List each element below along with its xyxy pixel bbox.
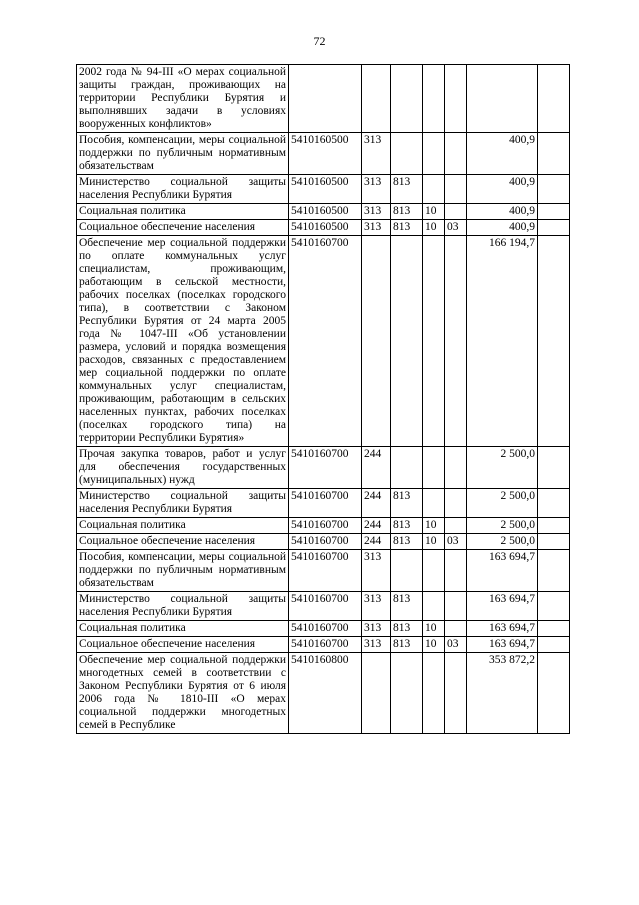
row-subsection-cell: [445, 653, 467, 734]
row-name-cell: Обеспечение мер социальной поддержки многодетных семей в соответствии с Законом Республики Бурятия от 6 июля 2006 года № 1810-III «О мерах социальной поддержки многодетных семей в Республике: [77, 653, 289, 734]
row-expense-type-cell: 313: [362, 133, 391, 175]
table-row: [77, 65, 570, 133]
row-expense-type-cell: [362, 653, 391, 734]
row-subsection-cell: [445, 65, 467, 133]
row-section-cell: [423, 175, 445, 204]
row-amount-cell: 2 500,0: [467, 534, 538, 550]
row-target-article-cell: 5410160700: [289, 534, 362, 550]
row-amount-cell: 163 694,7: [467, 550, 538, 592]
row-section-cell: [423, 489, 445, 518]
row-administrator-cell: [391, 133, 423, 175]
row-section-cell: [423, 133, 445, 175]
row-amount-cell: [467, 65, 538, 133]
row-administrator-cell: [391, 653, 423, 734]
row-subsection-cell: [445, 236, 467, 447]
budget-table: [76, 64, 570, 734]
row-empty-cell: [538, 175, 570, 204]
row-administrator-cell: 813: [391, 621, 423, 637]
row-name-cell: Министерство социальной защиты населения Республики Бурятия: [77, 592, 289, 621]
table-row: [77, 592, 570, 621]
row-administrator-cell: 813: [391, 518, 423, 534]
row-expense-type-cell: 313: [362, 175, 391, 204]
row-expense-type-cell: 313: [362, 637, 391, 653]
row-expense-type-cell: 244: [362, 534, 391, 550]
row-administrator-cell: 813: [391, 175, 423, 204]
row-empty-cell: [538, 550, 570, 592]
row-section-cell: 10: [423, 204, 445, 220]
row-target-article-cell: 5410160800: [289, 653, 362, 734]
row-empty-cell: [538, 236, 570, 447]
row-expense-type-cell: 313: [362, 220, 391, 236]
table-row: [77, 621, 570, 637]
table-row: [77, 220, 570, 236]
row-empty-cell: [538, 447, 570, 489]
row-empty-cell: [538, 204, 570, 220]
page-number: 72: [313, 34, 326, 48]
row-subsection-cell: [445, 175, 467, 204]
row-name-cell: Социальное обеспечение населения: [77, 637, 289, 653]
row-amount-cell: 400,9: [467, 204, 538, 220]
row-section-cell: 10: [423, 220, 445, 236]
row-name-cell: Пособия, компенсации, меры социальной поддержки по публичным нормативным обязательствам: [77, 133, 289, 175]
row-amount-cell: 400,9: [467, 220, 538, 236]
row-section-cell: 10: [423, 534, 445, 550]
row-amount-cell: 163 694,7: [467, 592, 538, 621]
row-expense-type-cell: [362, 236, 391, 447]
row-section-cell: [423, 653, 445, 734]
row-expense-type-cell: 313: [362, 204, 391, 220]
row-target-article-cell: 5410160500: [289, 175, 362, 204]
row-subsection-cell: [445, 204, 467, 220]
row-name-cell: Социальное обеспечение населения: [77, 534, 289, 550]
row-name-cell: Социальная политика: [77, 621, 289, 637]
row-expense-type-cell: 313: [362, 550, 391, 592]
table-row: [77, 518, 570, 534]
table-row: [77, 653, 570, 734]
row-empty-cell: [538, 592, 570, 621]
row-target-article-cell: 5410160700: [289, 447, 362, 489]
row-empty-cell: [538, 518, 570, 534]
row-section-cell: 10: [423, 637, 445, 653]
row-empty-cell: [538, 220, 570, 236]
row-section-cell: [423, 592, 445, 621]
table-row: [77, 133, 570, 175]
row-name-cell: 2002 года № 94-III «О мерах социальной защиты граждан, проживающих на территории Республики Бурятия и выполнявших задачи в условиях вооруженных конфликтов»: [77, 65, 289, 133]
row-name-cell: Министерство социальной защиты населения Республики Бурятия: [77, 175, 289, 204]
row-section-cell: 10: [423, 518, 445, 534]
table-row: [77, 637, 570, 653]
row-amount-cell: 163 694,7: [467, 621, 538, 637]
row-name-cell: Социальное обеспечение населения: [77, 220, 289, 236]
row-section-cell: 10: [423, 621, 445, 637]
row-expense-type-cell: 313: [362, 592, 391, 621]
row-subsection-cell: [445, 621, 467, 637]
row-empty-cell: [538, 489, 570, 518]
row-empty-cell: [538, 65, 570, 133]
row-subsection-cell: [445, 447, 467, 489]
row-name-cell: Пособия, компенсации, меры социальной поддержки по публичным нормативным обязательствам: [77, 550, 289, 592]
row-administrator-cell: 813: [391, 204, 423, 220]
row-empty-cell: [538, 653, 570, 734]
row-empty-cell: [538, 621, 570, 637]
row-target-article-cell: 5410160700: [289, 592, 362, 621]
row-amount-cell: 353 872,2: [467, 653, 538, 734]
table-row: [77, 534, 570, 550]
row-expense-type-cell: [362, 65, 391, 133]
row-administrator-cell: [391, 236, 423, 447]
table-row: [77, 489, 570, 518]
row-target-article-cell: 5410160700: [289, 550, 362, 592]
row-administrator-cell: 813: [391, 220, 423, 236]
table-row: [77, 204, 570, 220]
row-target-article-cell: 5410160700: [289, 236, 362, 447]
row-expense-type-cell: 313: [362, 621, 391, 637]
row-administrator-cell: [391, 447, 423, 489]
row-amount-cell: 400,9: [467, 175, 538, 204]
row-name-cell: Министерство социальной защиты населения Республики Бурятия: [77, 489, 289, 518]
row-target-article-cell: 5410160500: [289, 133, 362, 175]
row-administrator-cell: [391, 550, 423, 592]
row-amount-cell: 400,9: [467, 133, 538, 175]
row-name-cell: Прочая закупка товаров, работ и услуг для обеспечения государственных (муниципальных) нужд: [77, 447, 289, 489]
row-empty-cell: [538, 534, 570, 550]
row-name-cell: Обеспечение мер социальной поддержки по оплате коммунальных услуг специалистам, проживающим, работающим в сельской местности, рабочих поселках (поселках городского типа), в соответствии с Законом Республики Бурятия от 24 марта 2005 года № 1047-III «Об установлении размера, условий и порядка возмещения расходов, связанных с предоставлением мер социальной поддержки по оплате коммунальных услуг специалистам, проживающим, работающим в сельских населенных пунктах, рабочих поселках (поселках городского типа) на территории Республики Бурятия»: [77, 236, 289, 447]
row-name-cell: Социальная политика: [77, 204, 289, 220]
row-subsection-cell: [445, 133, 467, 175]
row-target-article-cell: 5410160700: [289, 621, 362, 637]
row-section-cell: [423, 236, 445, 447]
row-subsection-cell: 03: [445, 220, 467, 236]
row-subsection-cell: [445, 592, 467, 621]
row-section-cell: [423, 65, 445, 133]
table-row: [77, 447, 570, 489]
row-expense-type-cell: 244: [362, 447, 391, 489]
row-target-article-cell: [289, 65, 362, 133]
table-row: [77, 236, 570, 447]
row-amount-cell: 2 500,0: [467, 489, 538, 518]
row-name-cell: Социальная политика: [77, 518, 289, 534]
row-empty-cell: [538, 133, 570, 175]
row-section-cell: [423, 550, 445, 592]
row-subsection-cell: 03: [445, 534, 467, 550]
row-amount-cell: 163 694,7: [467, 637, 538, 653]
table-row: [77, 550, 570, 592]
budget-table-body: [77, 65, 570, 734]
row-amount-cell: 2 500,0: [467, 447, 538, 489]
row-target-article-cell: 5410160700: [289, 637, 362, 653]
row-administrator-cell: 813: [391, 489, 423, 518]
row-administrator-cell: 813: [391, 592, 423, 621]
row-administrator-cell: 813: [391, 637, 423, 653]
row-amount-cell: 166 194,7: [467, 236, 538, 447]
row-subsection-cell: [445, 489, 467, 518]
row-target-article-cell: 5410160700: [289, 489, 362, 518]
row-target-article-cell: 5410160500: [289, 220, 362, 236]
row-section-cell: [423, 447, 445, 489]
row-amount-cell: 2 500,0: [467, 518, 538, 534]
row-subsection-cell: [445, 518, 467, 534]
row-administrator-cell: [391, 65, 423, 133]
row-empty-cell: [538, 637, 570, 653]
row-target-article-cell: 5410160500: [289, 204, 362, 220]
row-subsection-cell: 03: [445, 637, 467, 653]
row-expense-type-cell: 244: [362, 518, 391, 534]
row-target-article-cell: 5410160700: [289, 518, 362, 534]
row-expense-type-cell: 244: [362, 489, 391, 518]
row-administrator-cell: 813: [391, 534, 423, 550]
row-subsection-cell: [445, 550, 467, 592]
table-row: [77, 175, 570, 204]
